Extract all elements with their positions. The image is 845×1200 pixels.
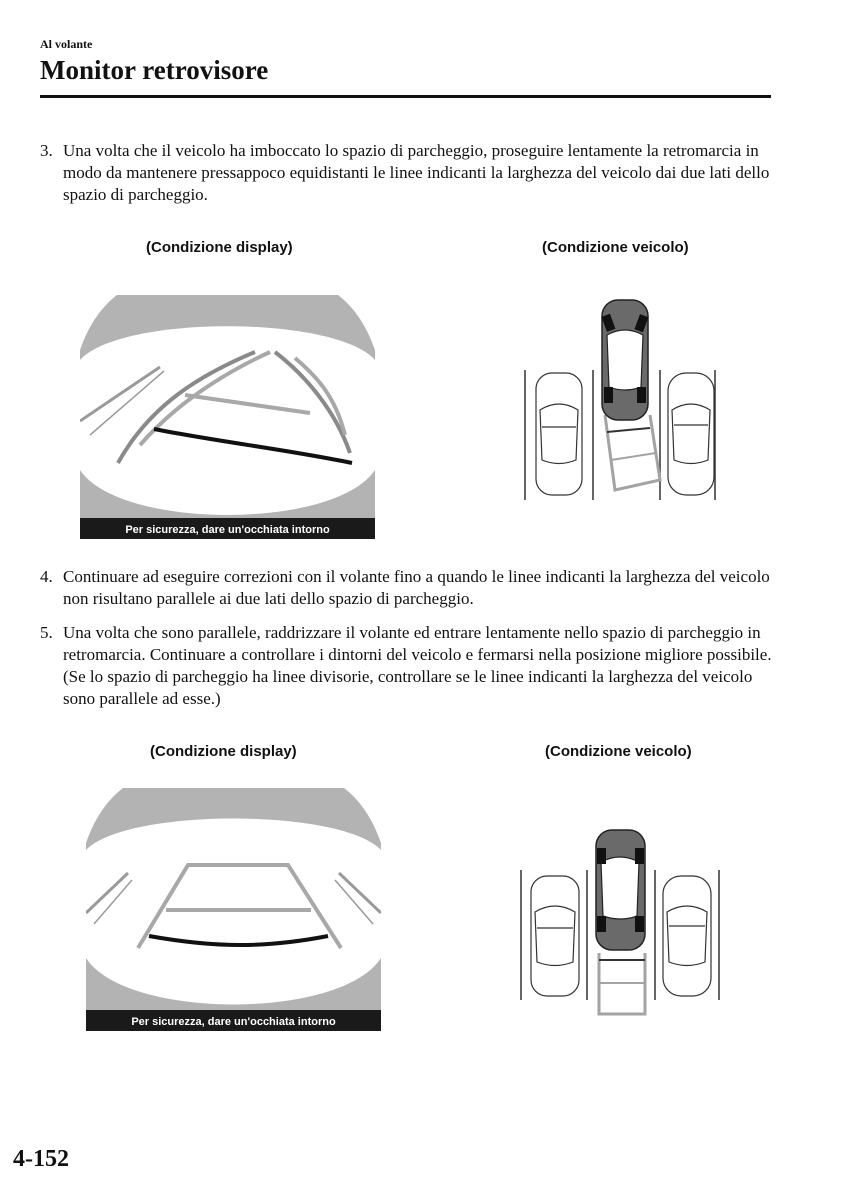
- vehicle-caption-2: (Condizione veicolo): [545, 743, 692, 760]
- step-number: 4.: [40, 567, 53, 586]
- step-number: 5.: [40, 623, 53, 642]
- display-caption-2: (Condizione display): [150, 743, 297, 760]
- banner-text-1: Per sicurezza, dare un'occhiata intorno: [125, 524, 330, 536]
- step-4: [40, 566, 780, 610]
- display-caption-1: (Condizione display): [146, 239, 293, 256]
- own-car: [596, 830, 645, 950]
- parked-car-left: [536, 373, 582, 495]
- vehicle-caption-1: (Condizione veicolo): [542, 239, 689, 256]
- page-title: Monitor retrovisore: [40, 55, 269, 85]
- step-text: Una volta che sono parallele, raddrizzare il volante ed entrare lentamente nello spazio di parcheggio in retromarcia. Continuare a controllare i dintorni del veicolo e fermarsi nella posizione migliore possibile. (Se lo spazio di parcheggio ha linee divisorie, controllare se le linee indicanti la larghezza del veicolo sono parallele ad esse.): [63, 623, 772, 708]
- step-5: [40, 622, 780, 710]
- own-car: [602, 300, 649, 420]
- parked-car-right: [663, 876, 711, 996]
- section-label: Al volante: [40, 37, 93, 51]
- step-text: Una volta che il veicolo ha imboccato lo spazio di parcheggio, proseguire lentamente la retromarcia in modo da mantenere pressappoco equidistanti le linee indicanti la larghezza del veicolo dai due lati dello spazio di parcheggio.: [63, 141, 770, 204]
- camera-display-1: [80, 295, 375, 539]
- parked-car-right: [668, 373, 714, 495]
- page-number: 4-152: [13, 1146, 69, 1172]
- parked-car-left: [531, 876, 579, 996]
- step-text: Continuare ad eseguire correzioni con il volante fino a quando le linee indicanti la larghezza del veicolo non risultano parallele ai due lati dello spazio di parcheggio.: [63, 567, 770, 608]
- camera-display-2: [86, 788, 381, 1031]
- vehicle-diagram-2: [515, 828, 725, 1018]
- banner-text-2: Per sicurezza, dare un'occhiata intorno: [131, 1016, 336, 1028]
- step-number: 3.: [40, 141, 53, 160]
- title-rule: [40, 95, 771, 98]
- vehicle-diagram-1: [520, 295, 720, 505]
- step-3: [40, 140, 780, 206]
